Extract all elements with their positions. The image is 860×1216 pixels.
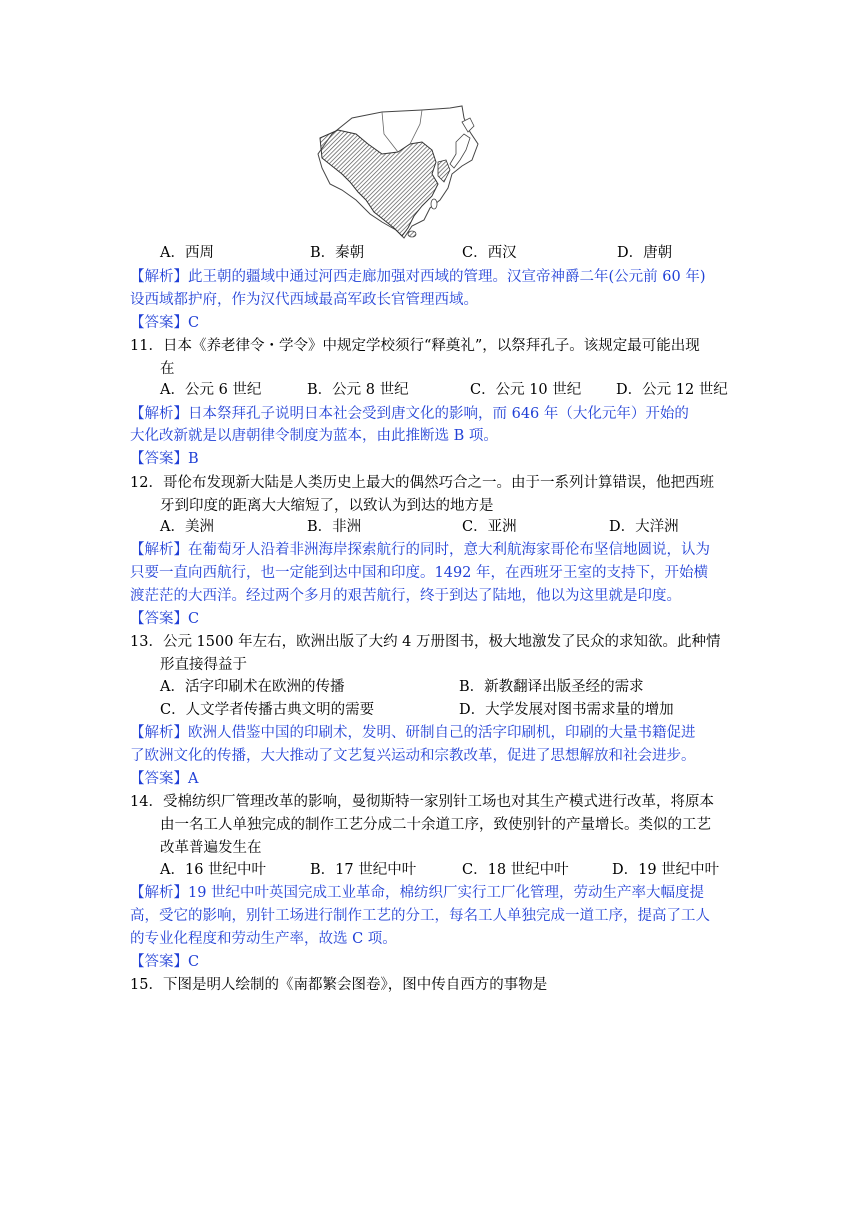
q10-answer-value: C — [188, 315, 200, 331]
q11-option-c: C．公元 10 世纪 — [470, 382, 582, 398]
q14-analysis-label: 【解析】 — [130, 885, 188, 901]
q10-analysis-text-1: 此王朝的疆域中通过河西走廊加强对西域的管理。汉宣帝神爵二年(公元前 60 年) — [188, 269, 706, 285]
q14-stem-line-1: 14．受棉纺织厂管理改革的影响，曼彻斯特一家别针工场也对其生产模式进行改革，将原本 — [130, 794, 714, 810]
q12-stem-line-1: 12．哥伦布发现新大陆是人类历史上最大的偶然巧合之一。由于一系列计算错误，他把西班 — [130, 475, 714, 491]
q13-option-c: C．人文学者传播古典文明的需要 — [160, 702, 375, 718]
q12-option-c: C．亚洲 — [462, 519, 517, 535]
q10-option-c: C．西汉 — [462, 245, 517, 261]
q10-option-a: A．西周 — [160, 245, 214, 261]
q13-option-b: B．新教翻译出版圣经的需求 — [459, 679, 644, 695]
q11-option-b: B．公元 8 世纪 — [307, 382, 409, 398]
q14-option-d: D．19 世纪中叶 — [612, 862, 720, 878]
q11-answer-label: 【答案】 — [130, 451, 188, 467]
q12-stem-line-2: 牙到印度的距离大大缩短了，以致认为到达的地方是 — [160, 498, 494, 514]
q10-option-d: D．唐朝 — [617, 245, 673, 261]
q14-answer-value: C — [188, 954, 200, 970]
q12-answer-label: 【答案】 — [130, 611, 188, 627]
q14-answer — [130, 951, 199, 974]
q13-stem-line-2: 形直接得益于 — [160, 657, 247, 673]
q11-analysis-text-1: 日本祭拜孔子说明日本社会受到唐文化的影响，而 646 年（大化元年）开始的 — [188, 406, 689, 422]
q13-analysis-line-1 — [130, 722, 696, 745]
q14-stem-line-3: 改革普遍发生在 — [160, 840, 262, 856]
q12-option-b: B．非洲 — [307, 519, 362, 535]
q15-stem-line-1: 15．下图是明人绘制的《南都繁会图卷》，图中传自西方的事物是 — [130, 977, 548, 993]
q12-analysis-line-3: 渡茫茫的大西洋。经过两个多月的艰苦航行，终于到达了陆地，他以为这里就是印度。 — [130, 588, 681, 604]
q14-stem-line-2: 由一名工人单独完成的制作工艺分成二十余道工序，致使别针的产量增长。类似的工艺 — [160, 817, 711, 833]
q11-answer — [130, 448, 199, 471]
q11-option-a: A．公元 6 世纪 — [160, 382, 262, 398]
han-dynasty-territory-map — [312, 104, 480, 240]
q13-option-d: D．大学发展对图书需求量的增加 — [459, 702, 674, 718]
q14-analysis-line-2: 高，受它的影响，别针工场进行制作工艺的分工，每名工人单独完成一道工序，提高了工人 — [130, 908, 710, 924]
q10-answer-label: 【答案】 — [130, 315, 188, 331]
q13-stem-line-1: 13．公元 1500 年左右，欧洲出版了大约 4 万册图书，极大地激发了民众的求知欲。此种情 — [130, 634, 721, 650]
q12-answer — [130, 608, 199, 631]
q10-analysis-label: 【解析】 — [130, 269, 188, 285]
q10-analysis-line-2: 设西域都护府，作为汉代西域最高军政长官管理西域。 — [130, 292, 478, 308]
q11-analysis-line-2: 大化改新就是以唐朝律令制度为蓝本，由此推断选 B 项。 — [130, 428, 498, 444]
q12-analysis-line-1 — [130, 539, 710, 562]
q13-analysis-line-2: 了欧洲文化的传播，大大推动了文艺复兴运动和宗教改革，促进了思想解放和社会进步。 — [130, 748, 696, 764]
q11-option-d: D．公元 12 世纪 — [616, 382, 728, 398]
q12-analysis-text-1: 在葡萄牙人沿着非洲海岸探索航行的同时，意大利航海家哥伦布坚信地圆说，认为 — [188, 542, 710, 558]
q13-answer-value: A — [188, 771, 199, 787]
q11-stem-line-1: 11．日本《养老律令・学令》中规定学校须行“释奠礼”，以祭拜孔子。该规定最可能出现 — [130, 338, 700, 354]
q13-answer-label: 【答案】 — [130, 771, 188, 787]
q10-answer — [130, 312, 199, 335]
q14-option-c: C．18 世纪中叶 — [462, 862, 569, 878]
q14-answer-label: 【答案】 — [130, 954, 188, 970]
q12-option-d: D．大洋洲 — [609, 519, 679, 535]
q12-answer-value: C — [188, 611, 200, 627]
q11-analysis-line-1 — [130, 403, 689, 426]
q11-analysis-label: 【解析】 — [130, 406, 188, 422]
q11-answer-value: B — [188, 451, 199, 467]
q14-analysis-text-1: 19 世纪中叶英国完成工业革命，棉纺织厂实行工厂化管理，劳动生产率大幅度提 — [188, 885, 705, 901]
q14-option-b: B．17 世纪中叶 — [310, 862, 417, 878]
q10-option-b: B．秦朝 — [310, 245, 365, 261]
q13-analysis-text-1: 欧洲人借鉴中国的印刷术，发明、研制自己的活字印刷机，印刷的大量书籍促进 — [188, 725, 696, 741]
q13-analysis-label: 【解析】 — [130, 725, 188, 741]
q13-answer — [130, 768, 198, 791]
q12-analysis-label: 【解析】 — [130, 542, 188, 558]
q14-option-a: A．16 世纪中叶 — [160, 862, 267, 878]
q12-option-a: A．美洲 — [160, 519, 214, 535]
q14-analysis-line-3: 的专业化程度和劳动生产率，故选 C 项。 — [130, 931, 397, 947]
q14-analysis-line-1 — [130, 882, 704, 905]
q10-analysis-line-1 — [130, 266, 705, 289]
q12-analysis-line-2: 只要一直向西航行，也一定能到达中国和印度。1492 年，在西班牙王室的支持下，开始横 — [130, 565, 709, 581]
q13-option-a: A．活字印刷术在欧洲的传播 — [160, 679, 345, 695]
q11-stem-line-2: 在 — [160, 361, 175, 377]
